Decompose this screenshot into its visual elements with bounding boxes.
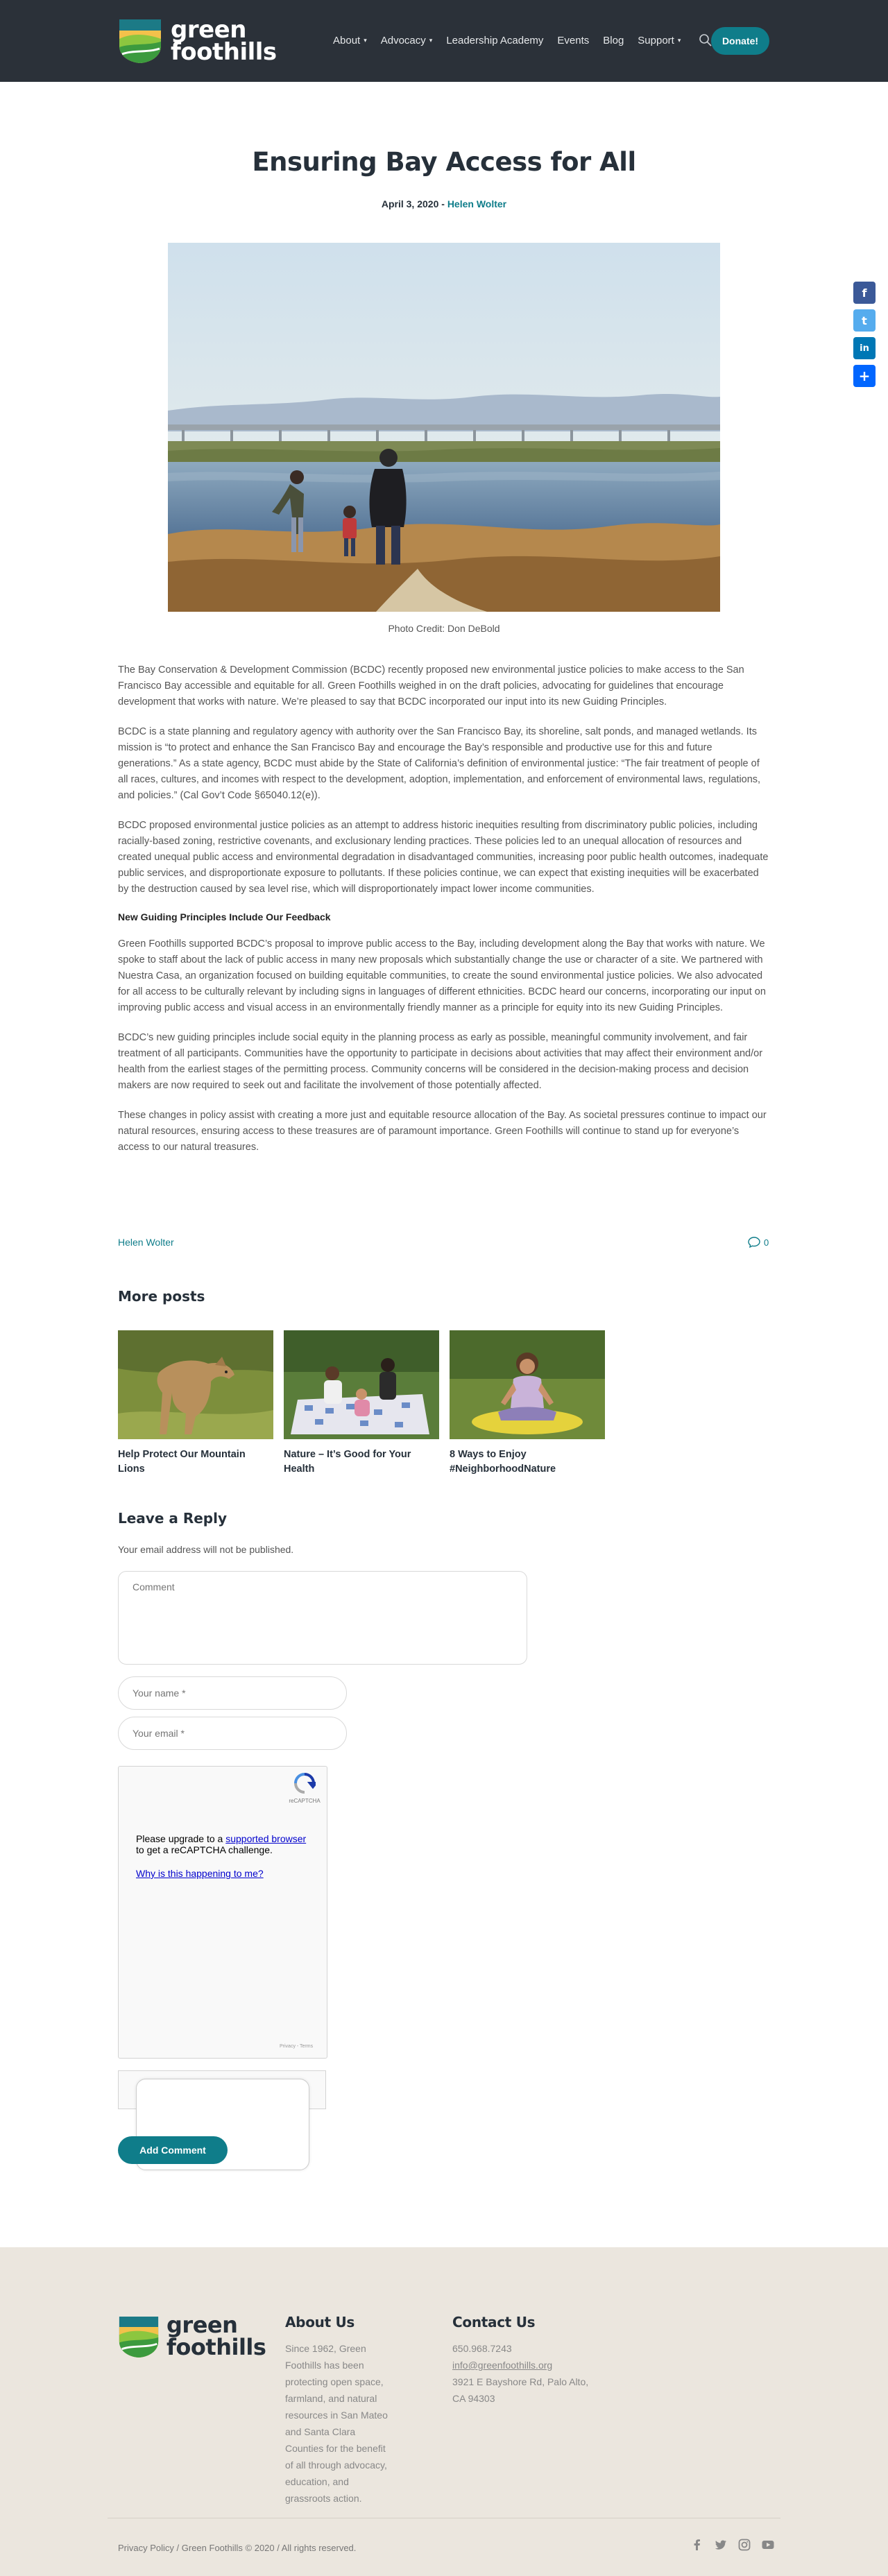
name-input[interactable] [118, 1676, 347, 1710]
nav-advocacy-label: Advocacy [380, 34, 426, 46]
meta-separator: - [438, 198, 447, 209]
site-header [0, 0, 888, 82]
nav-events-label: Events [557, 34, 590, 46]
author-footer-link[interactable]: Helen Wolter [118, 1237, 174, 1248]
article-subheading: New Guiding Principles Include Our Feedback [118, 911, 331, 922]
post-date: April 3, 2020 [381, 198, 439, 209]
nav-blog-label: Blog [603, 34, 624, 46]
youtube-icon[interactable] [762, 2539, 774, 2551]
facebook-icon[interactable] [691, 2539, 703, 2551]
page-title: Ensuring Bay Access for All [252, 147, 636, 177]
nav-support[interactable] [638, 35, 681, 46]
more-share-icon[interactable]: + [853, 365, 876, 387]
footer-phone[interactable]: 650.968.7243 [452, 2343, 512, 2354]
recaptcha-terms[interactable]: Privacy - Terms [280, 2044, 314, 2049]
logo-word-green: green [166, 2312, 238, 2338]
post-author-link[interactable]: Helen Wolter [447, 198, 507, 209]
footer-about-heading: About Us [285, 2314, 355, 2330]
privacy-policy-link[interactable]: Privacy Policy [118, 2543, 174, 2553]
footer-logo[interactable] [118, 2314, 278, 2362]
more-posts-heading: More posts [118, 1288, 205, 1305]
email-privacy-note: Your email address will not be published. [118, 1544, 294, 1555]
article-paragraph: BCDC proposed environmental justice policies as an attempt to address historic inequities resulting from discriminatory public policies, including racially-based zoning, restrictive covenants, and exclusionary lending practices. These policies led to an unequal allocation of resources and created unequal public access and environmental degradation in disadvantaged communities, increasing poor public health outcomes, inadequate public services, and disproportionate exposure to pollutants. If these policies continue, we can expect that existing inequities will be exacerbated by the destruction caused by sea level rise, which will disproportionately impact lower income communities. [118, 820, 769, 895]
recaptcha-logo [288, 1772, 321, 1804]
chevron-down-icon: ▾ [677, 36, 681, 44]
chevron-down-icon: ▾ [364, 36, 367, 44]
logo-mark-icon [118, 18, 162, 64]
nav-support-label: Support [638, 34, 674, 46]
recaptcha-message [136, 1833, 309, 1855]
related-post-card[interactable] [450, 1330, 605, 1477]
add-comment-button[interactable]: Add Comment [118, 2136, 228, 2164]
comment-bubble-icon [748, 1237, 760, 1248]
site-footer [0, 2247, 888, 2576]
comment-count: 0 [764, 1237, 769, 1248]
linkedin-share-icon[interactable]: in [853, 337, 876, 359]
logo-word-green: green [171, 16, 246, 44]
email-input[interactable] [118, 1717, 347, 1750]
footer-address-line1: 3921 E Bayshore Rd, Palo Alto, [452, 2376, 589, 2387]
recaptcha-icon [293, 1772, 316, 1794]
why-happening-link[interactable]: Why is this happening to me? [136, 1868, 264, 1879]
comment-count-link[interactable] [748, 1237, 769, 1248]
post-thumbnail [450, 1330, 605, 1439]
facebook-share-icon[interactable]: f [853, 282, 876, 304]
logo-word-foothills: foothills [171, 38, 277, 66]
instagram-icon[interactable] [738, 2539, 751, 2551]
footer-contact [452, 2314, 591, 2407]
nav-about-label: About [333, 34, 361, 46]
reply-heading: Leave a Reply [118, 1510, 228, 1527]
article-body [118, 662, 770, 1169]
twitter-icon[interactable] [715, 2539, 727, 2551]
article-paragraph: BCDC is a state planning and regulatory agency with authority over the San Francisco Bay, its shoreline, salt ponds, and managed wetlands. Its mission is “to protect and enhance the San Francisco Bay and encourage the Bay’s responsible and productive use for this and future generations.” As a state agency, BCDC must abide by the State of California’s definition of environmental justice: “The fair treatment of people of all races, cultures, and incomes with respect to the development, adoption, implementation, and enforcement of environmental laws, regulations, and policies.” (Cal Gov’t Code §65040.12(e)). [118, 726, 761, 801]
copyright-text: / Green Foothills © 2020 / All rights reserved. [173, 2543, 357, 2553]
logo-word-foothills: foothills [166, 2334, 266, 2360]
post-thumbnail [284, 1330, 439, 1439]
article-paragraph: The Bay Conservation & Development Commission (BCDC) recently proposed new environmental justice policies to make access to the San Francisco Bay accessible and equitable for all. Green Foothills weighed in on the draft policies, advocating for guidelines that encourage development that works with nature. We’re pleased to say that BCDC incorporated our input into its new Guiding Principles. [118, 664, 744, 707]
recaptcha-widget [118, 1766, 327, 2059]
nav-blog[interactable] [603, 35, 624, 46]
footer-about-text: Since 1962, Green Foothills has been protecting open space, farmland, and natural resources in San Mateo and Santa Clara Counties for the benefit of all through advocacy, education, and grassroots action. [285, 2343, 388, 2504]
logo-mark-icon [118, 2315, 160, 2358]
post-thumbnail [118, 1330, 273, 1439]
footer-copyright [118, 2543, 356, 2553]
recaptcha-msg-pre: Please upgrade to a [136, 1833, 226, 1844]
related-post-card[interactable] [118, 1330, 273, 1477]
post-meta [118, 198, 770, 209]
footer-social [680, 2539, 774, 2551]
recaptcha-brand: reCAPTCHA [289, 1798, 321, 1804]
photo-credit: Photo Credit: Don DeBold [388, 623, 500, 634]
supported-browser-link[interactable]: supported browser [225, 1833, 307, 1844]
main-nav [333, 32, 712, 49]
nav-advocacy[interactable] [381, 35, 433, 46]
post-title: Nature – It’s Good for Your Health [284, 1449, 411, 1475]
article-paragraph: BCDC’s new guiding principles include social equity in the planning process as early as possible, meaningful community involvement, and fair treatment of all participants. Communities have the opportunity to participate in decisions about activities that may affect their environment and/or health from the earliest stages of the permitting process. Community concerns will be considered in the decision-making process and decision makers are now required to seek out and facilitate the involvement of those potentially affected. [118, 1032, 763, 1091]
hero-image [168, 243, 720, 612]
footer-address-line2: CA 94303 [452, 2393, 495, 2404]
post-title: Help Protect Our Mountain Lions [118, 1449, 246, 1475]
share-bar [853, 282, 876, 393]
nav-events[interactable] [557, 35, 589, 46]
footer-about [285, 2314, 396, 2507]
comment-textarea[interactable] [118, 1571, 527, 1665]
footer-contact-heading: Contact Us [452, 2314, 536, 2330]
bay-scene-illustration [168, 243, 720, 612]
footer-email-link[interactable]: info@greenfoothills.org [452, 2360, 553, 2371]
nav-leadership-label: Leadership Academy [446, 34, 544, 46]
donate-button[interactable]: Donate! [711, 27, 769, 55]
post-title: 8 Ways to Enjoy #NeighborhoodNature [450, 1449, 556, 1475]
twitter-share-icon[interactable]: t [853, 309, 876, 332]
recaptcha-msg-post: to get a reCAPTCHA challenge. [136, 1844, 273, 1855]
related-post-card[interactable] [284, 1330, 439, 1477]
nav-about[interactable] [333, 35, 367, 46]
article-paragraph: Green Foothills supported BCDC’s proposal to improve public access to the Bay, including development along the Bay that works with nature. We spoke to staff about the lack of public access in many new proposals which substantially change the use or character of a site. We partnered with Nuestra Casa, an organization focused on building equitable communities, to create the sound environmental justice policies. We also advocated for all access to be culturally relevant by including signs in languages of different ethnicities. BCDC heard our concerns, incorporating our input on improving public access and visual access in an environmentally friendly manner as a principle for equity into its new Guiding Principles. [118, 938, 766, 1013]
chevron-down-icon: ▾ [429, 36, 433, 44]
article-paragraph: These changes in policy assist with creating a more just and equitable resource allocation of the Bay. As societal pressures continue to impact our natural resources, ensuring access to these treasures are of paramount importance. Green Foothills will continue to stand up for everyone’s access to our natural treasures. [118, 1110, 767, 1153]
nav-leadership-academy[interactable] [446, 35, 543, 46]
site-logo[interactable] [118, 17, 291, 65]
